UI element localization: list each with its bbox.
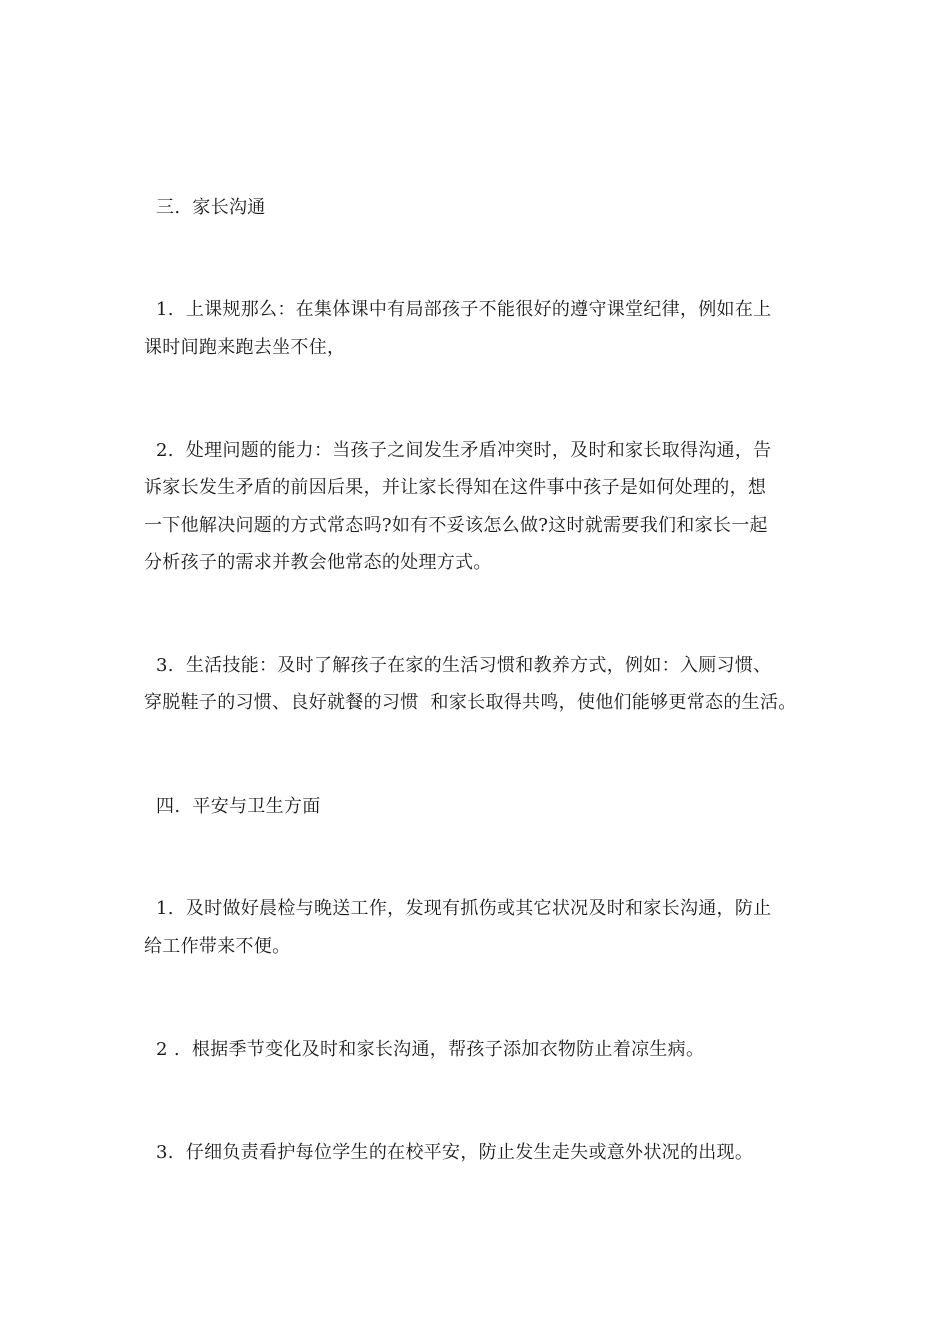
paragraph-line: 分析孩子的需求并教会他常态的处理方式。	[144, 552, 492, 573]
paragraph-line: 2 . 根据季节变化及时和家长沟通，帮孩子添加衣物防止着凉生病。	[144, 1039, 705, 1060]
paragraph-line: 2. 处理问题的能力：当孩子之间发生矛盾冲突时，及时和家长取得沟通，告	[144, 440, 772, 461]
paragraph-line: 一下他解决问题的方式常态吗?如有不妥该怎么做?这时就需要我们和家长一起	[144, 515, 768, 536]
paragraph-line: 课时间跑来跑去坐不住，	[144, 337, 346, 358]
paragraph-line: 穿脱鞋子的习惯、良好就餐的习惯 和家长取得共鸣，使他们能够更常态的生活。	[144, 692, 797, 713]
paragraph-line: 3. 生活技能：及时了解孩子在家的生活习惯和教养方式，例如：入厕习惯、	[144, 655, 772, 676]
paragraph-line: 1. 及时做好晨检与晚送工作，发现有抓伤或其它状况及时和家长沟通，防止	[144, 898, 772, 919]
section-4-heading: 四. 平安与卫生方面	[144, 796, 321, 817]
paragraph-line: 1. 上课规那么：在集体课中有局部孩子不能很好的遵守课堂纪律，例如在上	[144, 299, 772, 320]
paragraph-line: 给工作带来不便。	[144, 936, 291, 957]
paragraph-line: 诉家长发生矛盾的前因后果，并让家长得知在这件事中孩子是如何处理的，想	[144, 477, 767, 498]
paragraph-line: 3. 仔细负责看护每位学生的在校平安，防止发生走失或意外状况的出现。	[144, 1142, 754, 1163]
section-3-heading: 三. 家长沟通	[144, 197, 266, 218]
